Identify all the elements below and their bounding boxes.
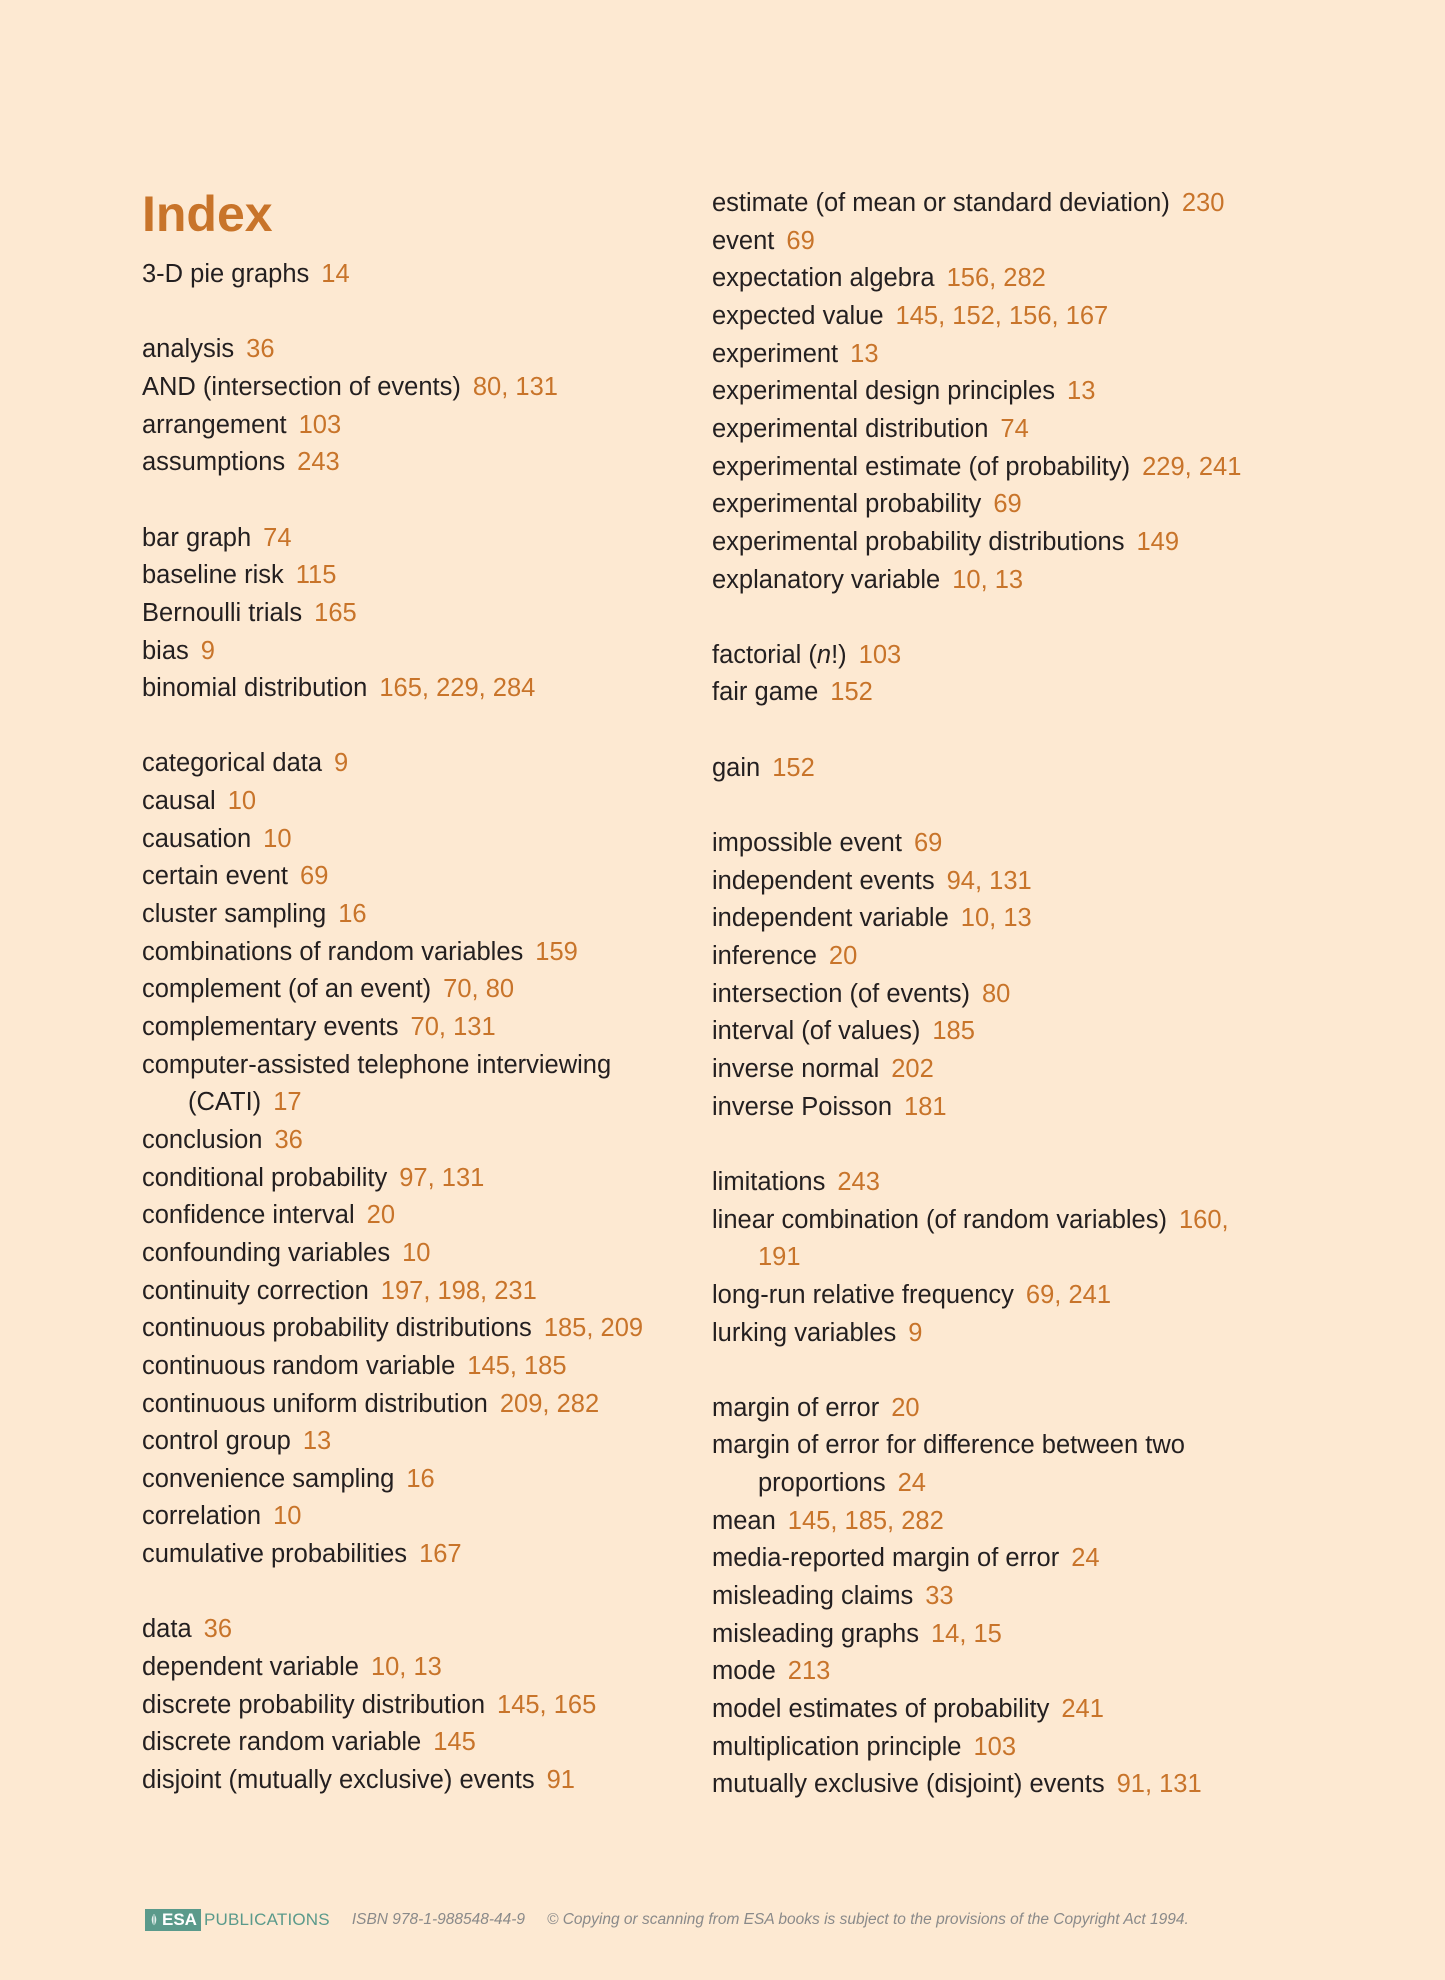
index-entry (712, 373, 1095, 411)
index-entry (142, 1348, 567, 1386)
index-page-refs: 10, 13 (960, 904, 1032, 933)
index-entry (712, 260, 1046, 298)
index-entry (142, 1762, 575, 1800)
index-term: categorical data (142, 749, 323, 778)
index-term: inverse Poisson (712, 1092, 893, 1121)
index-entry (712, 223, 815, 261)
index-page-refs: 241 (1061, 1695, 1104, 1723)
index-term: computer-assisted telephone interviewing (CATI) (142, 1050, 612, 1117)
index-term: causation (142, 824, 252, 853)
index-term: binomial distribution (142, 674, 368, 703)
index-term: conclusion (142, 1125, 263, 1154)
index-entry (712, 298, 1108, 336)
index-term: mutually exclusive (disjoint) events (712, 1770, 1105, 1799)
index-term: inference (712, 942, 817, 970)
index-page-refs: 167 (419, 1540, 462, 1569)
index-page-refs: 145 (433, 1728, 476, 1757)
index-page-refs: 149 (1136, 527, 1180, 556)
index-page-refs: 97, 131 (399, 1163, 485, 1192)
index-page-refs: 36 (246, 335, 275, 364)
index-page-refs: 209, 282 (499, 1389, 600, 1418)
isbn: ISBN 978-1-988548-44-9 (351, 1911, 526, 1928)
index-page-refs: 243 (837, 1167, 880, 1196)
index-entry (712, 1390, 920, 1428)
index-page-refs: 69 (786, 226, 815, 255)
index-page-refs: 74 (263, 523, 292, 552)
index-term: event (712, 226, 775, 255)
index-page-refs: 10 (227, 787, 257, 816)
index-term: confounding variables (142, 1238, 391, 1267)
index-term: continuity correction (142, 1276, 369, 1305)
index-entry (142, 896, 367, 934)
index-page-refs: 69, 241 (1025, 1280, 1112, 1309)
index-term: control group (142, 1427, 291, 1456)
index-page-refs: 9 (334, 749, 349, 778)
index-entry (712, 1089, 947, 1127)
index-entry (712, 524, 1179, 562)
index-entry (712, 1503, 944, 1541)
index-term: disjoint (mutually exclusive) events (142, 1766, 535, 1794)
footer (145, 1907, 1189, 1933)
index-entry (712, 863, 1032, 901)
index-term: interval (of values) (712, 1017, 921, 1046)
index-entry (142, 520, 292, 558)
index-entry (712, 674, 873, 712)
index-entry (142, 1386, 599, 1424)
index-entry (142, 1461, 435, 1499)
index-page-refs: 94, 131 (946, 866, 1032, 895)
index-term: assumptions (142, 448, 286, 477)
index-entry (142, 1611, 232, 1649)
index-entry (712, 1013, 975, 1051)
index-page-refs: 13 (1067, 377, 1096, 406)
index-entry (142, 1160, 484, 1198)
index-term: fair game (712, 678, 819, 707)
index-entry (142, 971, 514, 1009)
index-entry (142, 444, 340, 482)
index-term: margin of error (712, 1393, 880, 1422)
index-entry (142, 633, 215, 671)
index-entry (142, 858, 328, 896)
index-term: continuous random variable (142, 1351, 456, 1380)
index-term: explanatory variable (712, 565, 941, 594)
index-term: independent events (712, 866, 935, 895)
index-term: baseline risk (142, 561, 284, 590)
index-page-refs: 36 (274, 1125, 303, 1154)
index-page-refs: 91, 131 (1116, 1770, 1202, 1799)
index-entry (142, 256, 350, 294)
index-term: impossible event (712, 829, 902, 858)
index-entry (712, 1202, 1258, 1277)
index-page-refs: 103 (858, 640, 902, 669)
index-entry (712, 976, 1010, 1014)
index-term: correlation (142, 1502, 262, 1531)
index-page-refs: 74 (1000, 414, 1029, 443)
index-term: data (142, 1615, 192, 1644)
index-entry (712, 336, 879, 374)
index-page-refs: 9 (200, 636, 215, 665)
index-term: certain event (142, 862, 289, 891)
index-entry (142, 1536, 462, 1574)
index-term: model estimates of probability (712, 1695, 1050, 1723)
index-entry (712, 750, 815, 788)
leaf-icon (149, 1913, 159, 1927)
index-entry (712, 1766, 1202, 1804)
index-entry (142, 1235, 430, 1273)
index-entry (712, 1315, 922, 1353)
index-term: 3-D pie graphs (142, 260, 310, 288)
index-page-refs: 16 (406, 1464, 435, 1493)
index-page-refs: 70, 80 (443, 975, 515, 1004)
index-entry (712, 1691, 1104, 1729)
index-entry (712, 486, 1022, 524)
index-page-refs: 14, 15 (930, 1619, 1002, 1648)
index-page-refs: 10 (273, 1502, 302, 1531)
index-entry (712, 1540, 1100, 1578)
index-entry (142, 1498, 301, 1536)
index-page-refs: 91 (546, 1766, 575, 1794)
index-term: linear combination (of random variables) (712, 1205, 1167, 1234)
index-term: misleading graphs (712, 1619, 919, 1648)
index-entry (142, 670, 535, 708)
index-term: complement (of an event) (142, 975, 432, 1004)
index-page-refs: 17 (273, 1088, 302, 1117)
index-page-refs: 9 (908, 1318, 923, 1347)
index-entry (142, 369, 558, 407)
index-entry (142, 595, 357, 633)
index-entry (712, 938, 857, 976)
index-page-refs: 230 (1181, 189, 1225, 217)
index-entry (142, 1687, 596, 1725)
index-page-refs: 13 (302, 1427, 332, 1456)
index-page-refs: 156, 282 (946, 264, 1046, 293)
index-page-refs: 70, 131 (410, 1013, 496, 1041)
index-entry (142, 1310, 643, 1348)
index-entry (142, 783, 256, 821)
index-term: experimental design principles (712, 377, 1056, 406)
index-term: margin of error for difference between two proportions (712, 1431, 1185, 1498)
index-page-refs: 145, 165 (497, 1690, 597, 1719)
index-page-refs: 243 (297, 448, 340, 477)
index-page-refs: 145, 152, 156, 167 (895, 301, 1109, 330)
index-term: dependent variable (142, 1653, 359, 1682)
index-term: experimental estimate (of probability) (712, 452, 1131, 481)
index-page-refs: 202 (891, 1054, 934, 1083)
index-entry (142, 331, 275, 369)
index-page-refs: 152 (772, 753, 815, 782)
index-entry (142, 821, 292, 859)
index-term: factorial ( (712, 640, 817, 669)
index-term: intersection (of events) (712, 979, 970, 1008)
index-entry (712, 411, 1029, 449)
index-term: estimate (of mean or standard deviation) (712, 189, 1170, 217)
index-term: expectation algebra (712, 264, 935, 293)
index-page-refs: 145, 185 (467, 1351, 567, 1380)
index-term: complementary events (142, 1013, 399, 1041)
publisher-name: PUBLICATIONS (203, 1910, 330, 1929)
index-entry (142, 745, 348, 783)
index-entry (142, 557, 336, 595)
index-page-refs: 185, 209 (543, 1314, 644, 1343)
index-term: bias (142, 636, 189, 665)
index-page-refs: 229, 241 (1142, 452, 1242, 481)
index-page-refs: 160, 191 (758, 1205, 1229, 1272)
index-page-refs: 103 (973, 1732, 1016, 1761)
index-term-italic: n (816, 640, 832, 669)
index-term: experimental probability distributions (712, 527, 1125, 556)
page-title: Index (142, 186, 273, 242)
index-entry (142, 1047, 648, 1122)
index-entry (142, 1197, 395, 1235)
index-entry (142, 1122, 303, 1160)
index-page-refs: 69 (993, 490, 1022, 519)
index-page-refs: 185 (932, 1017, 975, 1046)
index-entry (142, 1423, 331, 1461)
index-term: limitations (712, 1167, 826, 1196)
index-entry (712, 1616, 1002, 1654)
index-page-refs: 197, 198, 231 (380, 1276, 537, 1305)
publisher-logo (145, 1909, 201, 1931)
index-entry (142, 1649, 442, 1687)
index-entry (712, 1653, 830, 1691)
index-page-refs: 10 (402, 1238, 431, 1267)
index-term: misleading claims (712, 1582, 914, 1611)
index-page-refs: 20 (891, 1393, 920, 1422)
index-page-refs: 20 (828, 942, 858, 970)
index-term: expected value (712, 301, 884, 330)
index-entry (142, 1724, 476, 1762)
index-term: discrete probability distribution (142, 1690, 486, 1719)
index-term: arrangement (142, 410, 287, 439)
index-term: combinations of random variables (142, 937, 524, 966)
index-term: convenience sampling (142, 1464, 395, 1493)
index-term: cumulative probabilities (142, 1540, 408, 1569)
index-term: gain (712, 753, 761, 782)
index-term: confidence interval (142, 1201, 355, 1230)
index-term: experimental distribution (712, 414, 989, 443)
index-term: experiment (712, 339, 839, 368)
index-page-refs: 36 (203, 1615, 233, 1644)
index-term: multiplication principle (712, 1732, 962, 1761)
index-term: discrete random variable (142, 1728, 422, 1757)
index-term: media-reported margin of error (712, 1544, 1060, 1573)
index-term: continuous probability distributions (142, 1314, 532, 1343)
index-page-refs: 165 (314, 598, 357, 627)
index-entry (142, 407, 341, 445)
index-entry (712, 1427, 1258, 1502)
index-entry (712, 449, 1241, 487)
index-term-suffix: !) (831, 640, 847, 669)
index-term: cluster sampling (142, 900, 327, 929)
index-term: bar graph (142, 523, 252, 552)
index-entry (712, 1164, 880, 1202)
index-term: mean (712, 1506, 776, 1535)
index-page-refs: 14 (321, 260, 350, 288)
index-term: long-run relative frequency (712, 1280, 1014, 1309)
index-page-refs: 20 (366, 1201, 396, 1230)
index-term: lurking variables (712, 1318, 897, 1347)
index-page-refs: 80 (981, 979, 1011, 1008)
index-page-refs: 115 (295, 561, 337, 590)
copyright-notice: © Copying or scanning from ESA books is subject to the provisions of the Copyright Act 1994. (547, 1911, 1189, 1928)
index-entry (142, 934, 578, 972)
index-term: analysis (142, 335, 235, 364)
logo-mark-text: ESA (162, 1910, 197, 1929)
index-term: Bernoulli trials (142, 598, 303, 627)
index-term: mode (712, 1657, 776, 1686)
index-entry (712, 562, 1023, 600)
index-term: experimental probability (712, 490, 982, 519)
index-page-refs: 80, 131 (472, 372, 558, 401)
index-entry (712, 900, 1032, 938)
index-entry (712, 825, 942, 863)
index-page-refs: 10 (263, 824, 292, 853)
index-entry (712, 1051, 934, 1089)
index-entry (712, 1277, 1111, 1315)
index-page-refs: 33 (925, 1582, 954, 1611)
index-page-refs: 69 (300, 862, 329, 891)
index-term: causal (142, 787, 216, 816)
index-entry (142, 1273, 537, 1311)
index-entry (712, 185, 1224, 223)
index-page-refs: 165, 229, 284 (379, 674, 536, 703)
index-term: independent variable (712, 904, 949, 933)
index-page-refs: 181 (904, 1092, 947, 1121)
index-page-refs: 69 (913, 829, 943, 858)
index-page-refs: 24 (897, 1469, 926, 1498)
index-entry (712, 637, 901, 675)
index-entry (712, 1578, 954, 1616)
index-page-refs: 103 (298, 410, 342, 439)
index-entry (712, 1729, 1016, 1767)
index-page-refs: 24 (1071, 1544, 1100, 1573)
index-page-refs: 213 (787, 1657, 831, 1686)
index-page-refs: 10, 13 (952, 565, 1024, 594)
index-term: inverse normal (712, 1054, 880, 1083)
index-page-refs: 145, 185, 282 (787, 1506, 944, 1535)
index-term: AND (intersection of events) (142, 372, 461, 401)
index-term: continuous uniform distribution (142, 1389, 488, 1418)
index-entry (142, 1009, 496, 1047)
index-page-refs: 13 (850, 339, 879, 368)
index-page-refs: 159 (535, 937, 578, 966)
index-page-refs: 152 (830, 678, 873, 707)
index-page-refs: 10, 13 (370, 1653, 442, 1682)
index-term: conditional probability (142, 1163, 388, 1192)
index-page-refs: 16 (338, 900, 367, 929)
